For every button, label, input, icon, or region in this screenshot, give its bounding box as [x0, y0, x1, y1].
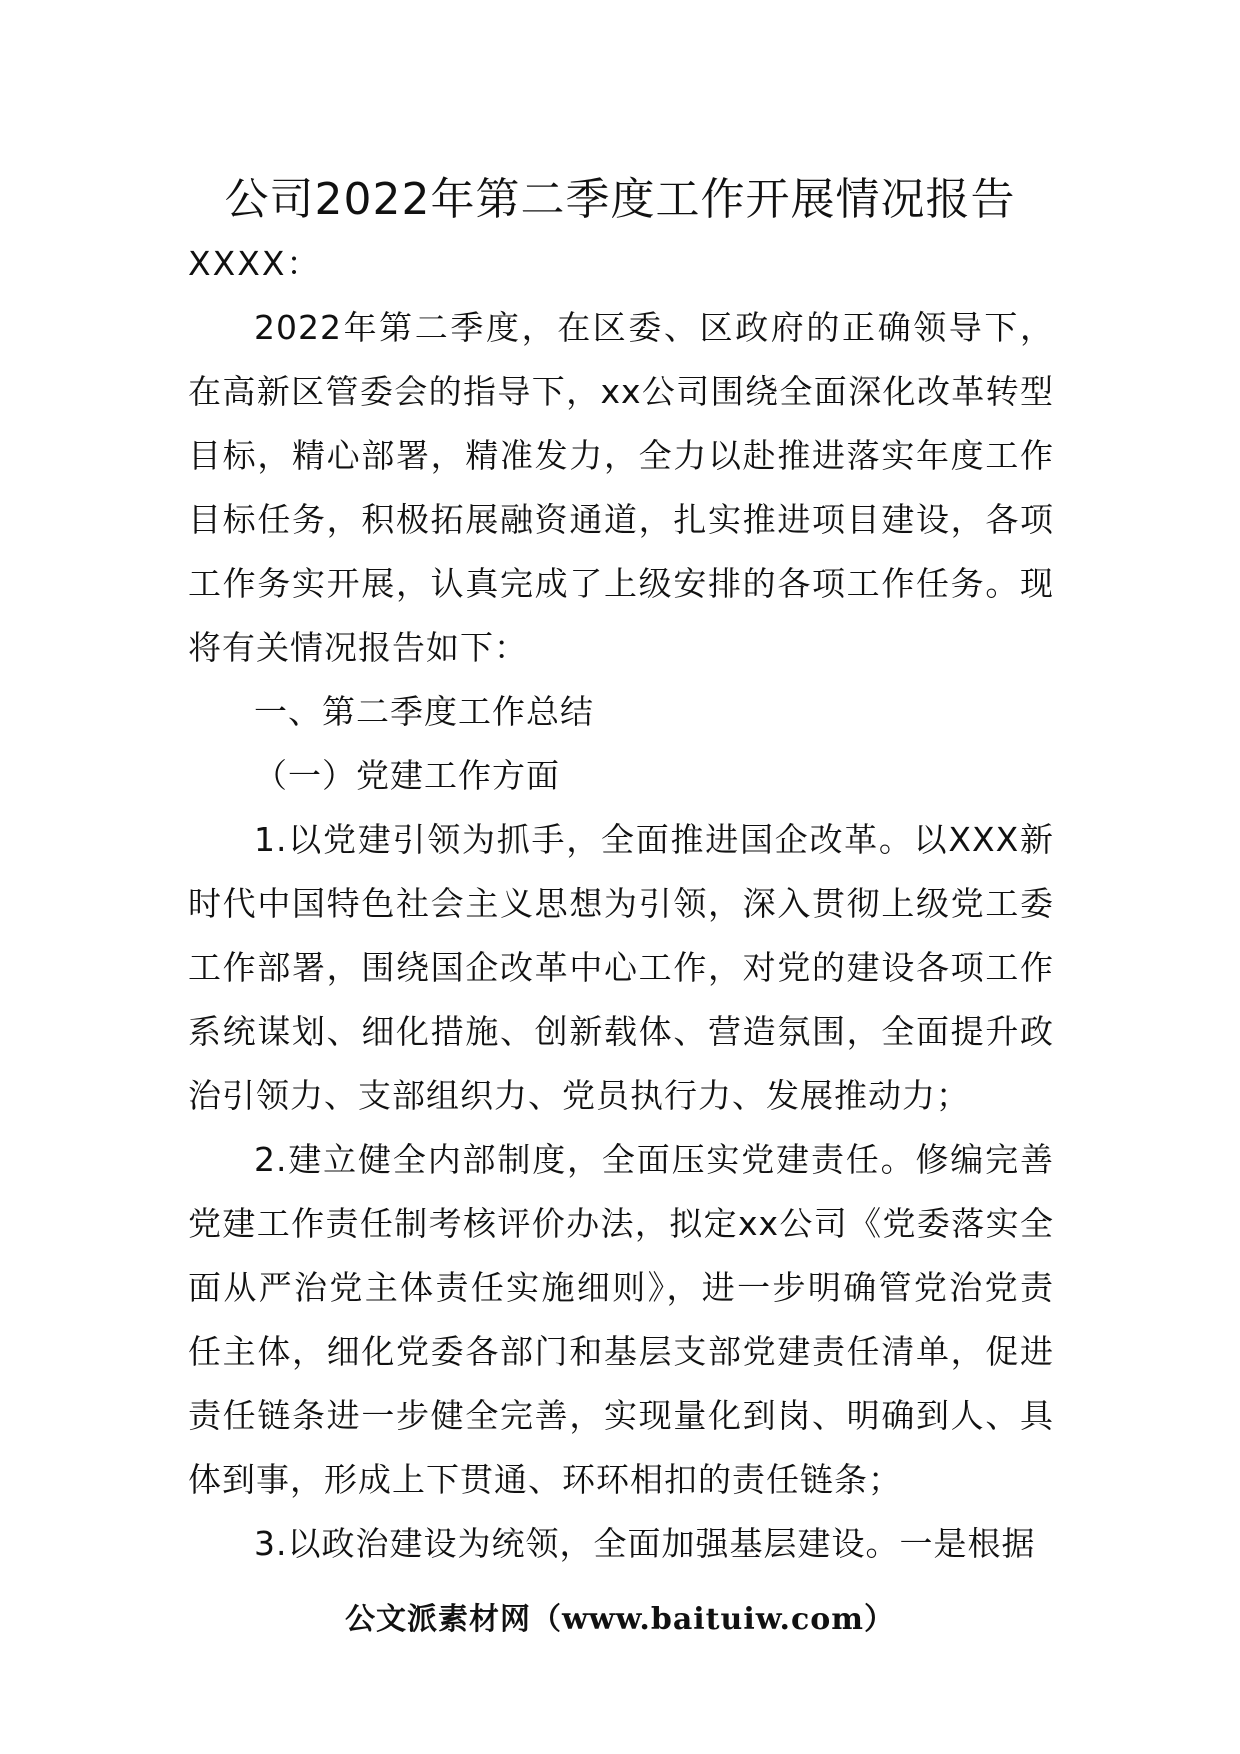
- footer-watermark: 公文派素材网（www.baituiw.com）: [344, 1602, 896, 1637]
- paragraph-item-1: 1.以党建引领为抓手，全面推进国企改革。以XXX新时代中国特色社会主义思想为引领，深入贯彻上级党工委工作部署，围绕国企改革中心工作，对党的建设各项工作系统谋划、细化措施、创新载体、营造氛围，全面提升政治引领力、支部组织力、党员执行力、发展推动力；: [188, 820, 1054, 1115]
- paragraph-item-3: 3.以政治建设为统领，全面加强基层建设。一是根据: [254, 1524, 1036, 1563]
- document-title: 公司2022年第二季度工作开展情况报告: [224, 174, 1016, 225]
- subsection-heading: （一）党建工作方面: [254, 756, 560, 795]
- paragraph-intro: 2022年第二季度，在区委、区政府的正确领导下，在高新区管委会的指导下，xx公司围绕全面深化改革转型目标，精心部署，精准发力，全力以赴推进落实年度工作目标任务，积极拓展融资通道，扎实推进项目建设，各项工作务实开展，认真完成了上级安排的各项工作任务。现将有关情况报告如下：: [188, 308, 1054, 667]
- paragraph-item-2: 2.建立健全内部制度，全面压实党建责任。修编完善党建工作责任制考核评价办法，拟定xx公司《党委落实全面从严治党主体责任实施细则》，进一步明确管党治党责任主体，细化党委各部门和基层支部党建责任清单，促进责任链条进一步健全完善，实现量化到岗、明确到人、具体到事，形成上下贯通、环环相扣的责任链条；: [188, 1140, 1054, 1499]
- section-heading: 一、第二季度工作总结: [254, 692, 594, 731]
- document-body: [188, 232, 1054, 1576]
- salutation: XXXX：: [188, 244, 322, 283]
